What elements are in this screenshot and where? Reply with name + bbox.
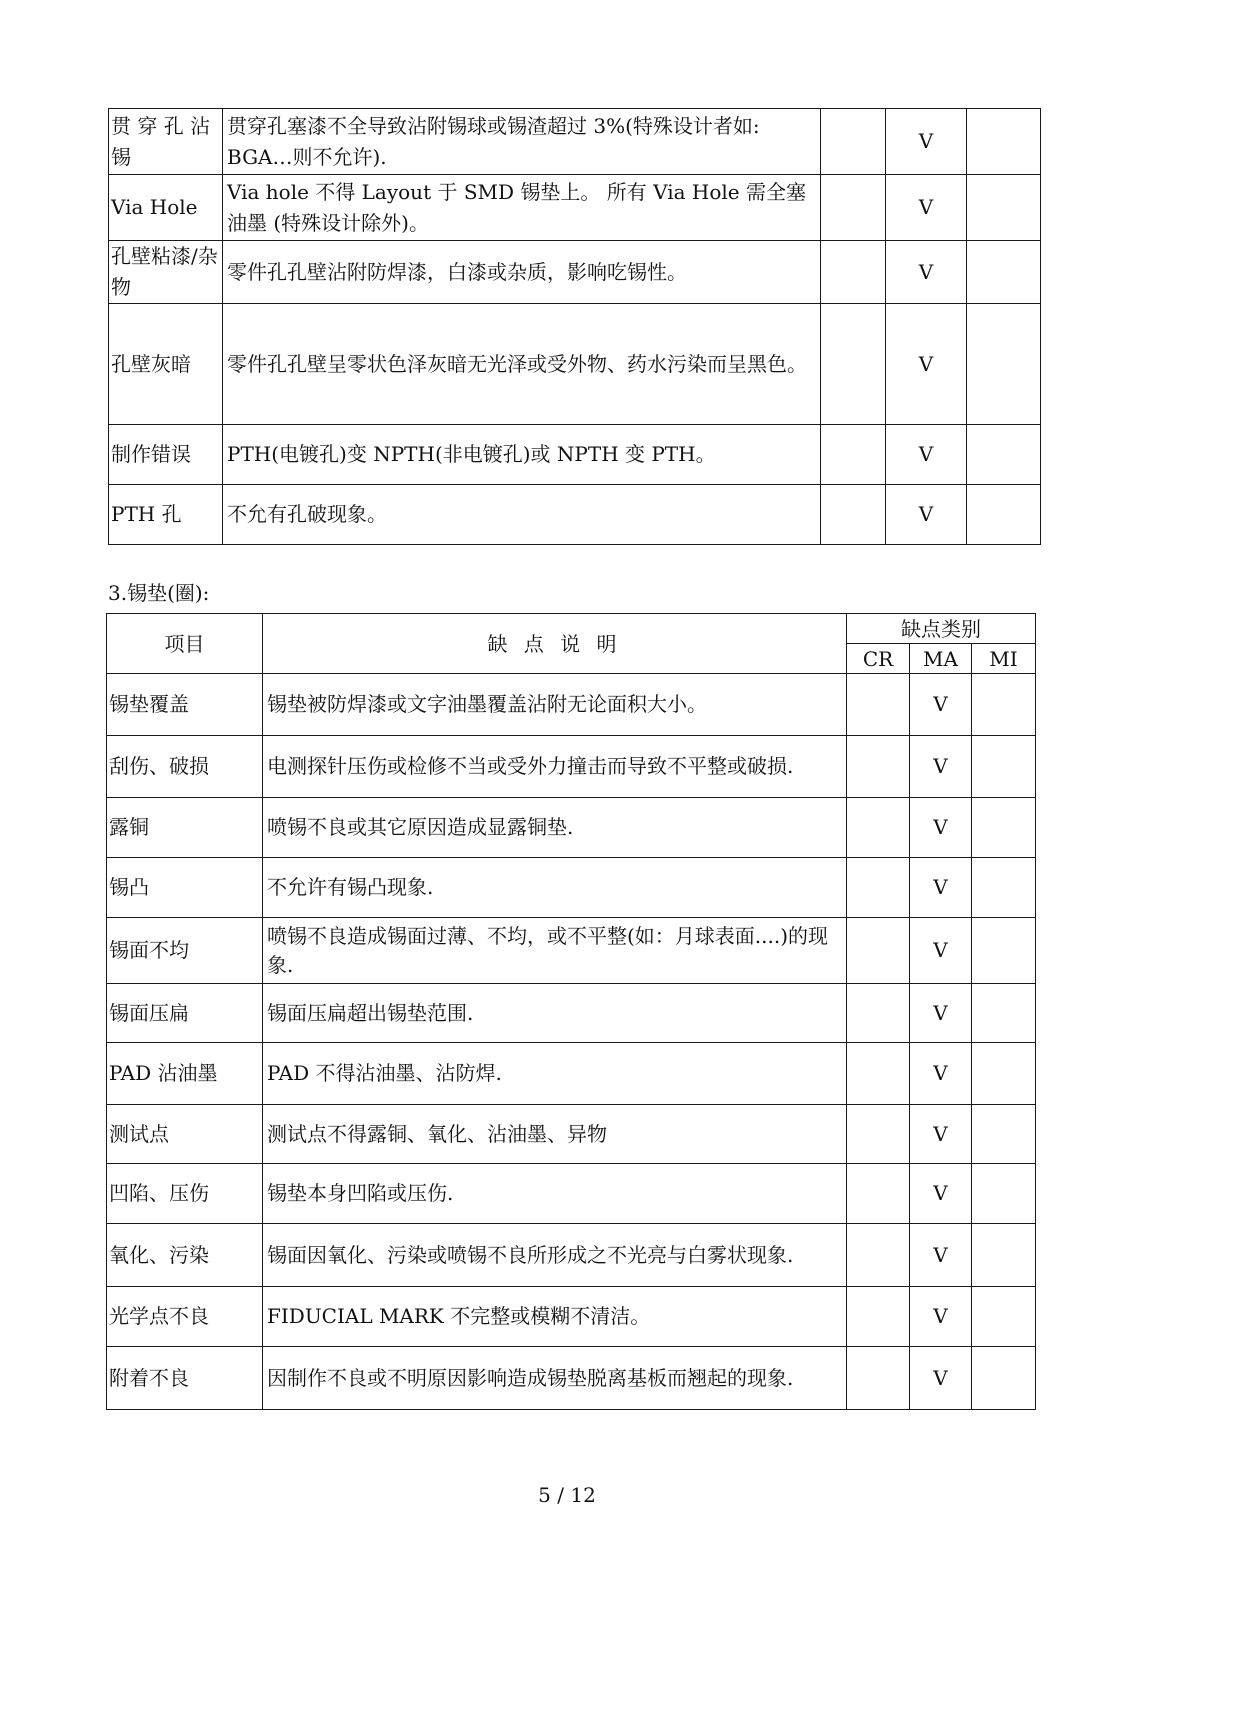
page-number: 5 / 12 xyxy=(538,1483,596,1507)
defect-item: 光学点不良 xyxy=(107,1287,263,1347)
table-row xyxy=(109,304,1041,425)
column-header-mi: MI xyxy=(972,644,1036,674)
cr-mark xyxy=(847,1105,910,1164)
ma-mark: V xyxy=(910,858,972,918)
ma-mark: V xyxy=(910,1287,972,1347)
cr-mark xyxy=(821,304,886,425)
mi-mark xyxy=(972,674,1036,736)
defect-table-holes xyxy=(108,108,1041,545)
defect-item: 附着不良 xyxy=(107,1347,263,1410)
defect-item: 凹陷、压伤 xyxy=(107,1164,263,1224)
defect-description: PTH(电镀孔)变 NPTH(非电镀孔)或 NPTH 变 PTH。 xyxy=(223,425,821,485)
mi-mark xyxy=(972,1224,1036,1287)
column-header-cr: CR xyxy=(847,644,910,674)
mi-mark xyxy=(967,425,1041,485)
cr-mark xyxy=(821,241,886,304)
defect-description: 喷锡不良造成锡面过薄、不均，或不平整(如：月球表面....)的现象. xyxy=(263,918,847,984)
mi-mark xyxy=(972,736,1036,798)
table-row xyxy=(107,674,1036,736)
mi-mark xyxy=(972,918,1036,984)
table-row xyxy=(109,109,1041,175)
defect-description: Via hole 不得 Layout 于 SMD 锡垫上。 所有 Via Hole 需全塞油墨 (特殊设计除外)。 xyxy=(223,175,821,241)
defect-item: PAD 沾油墨 xyxy=(107,1043,263,1105)
defect-description: 贯穿孔塞漆不全导致沾附锡球或锡渣超过 3%(特殊设计者如: BGA…则不允许). xyxy=(223,109,821,175)
defect-item: 锡面不均 xyxy=(107,918,263,984)
defect-item: 露铜 xyxy=(107,798,263,858)
defect-description: 零件孔孔壁沾附防焊漆，白漆或杂质，影响吃锡性。 xyxy=(223,241,821,304)
table-row xyxy=(109,485,1041,545)
defect-description: 锡垫被防焊漆或文字油墨覆盖沾附无论面积大小。 xyxy=(263,674,847,736)
cr-mark xyxy=(847,918,910,984)
cr-mark xyxy=(847,984,910,1043)
defect-description: 零件孔孔壁呈零状色泽灰暗无光泽或受外物、药水污染而呈黑色。 xyxy=(223,304,821,425)
column-header-description: 缺 点 说 明 xyxy=(263,614,847,674)
defect-description: 不允许有锡凸现象. xyxy=(263,858,847,918)
defect-item: 贯 穿 孔 沾 锡 xyxy=(109,109,223,175)
table-row xyxy=(109,241,1041,304)
defect-description: FIDUCIAL MARK 不完整或模糊不清洁。 xyxy=(263,1287,847,1347)
defect-description: 锡面压扁超出锡垫范围. xyxy=(263,984,847,1043)
mi-mark xyxy=(972,1164,1036,1224)
table-row xyxy=(107,1164,1036,1224)
defect-description: 锡面因氧化、污染或喷锡不良所形成之不光亮与白雾状现象. xyxy=(263,1224,847,1287)
defect-item: PTH 孔 xyxy=(109,485,223,545)
ma-mark: V xyxy=(886,175,967,241)
cr-mark xyxy=(847,858,910,918)
table-header-row xyxy=(107,614,1036,644)
defect-item: 孔壁粘漆/杂物 xyxy=(109,241,223,304)
table-row xyxy=(107,918,1036,984)
ma-mark: V xyxy=(886,241,967,304)
defect-description: 喷锡不良或其它原因造成显露铜垫. xyxy=(263,798,847,858)
table-row xyxy=(109,425,1041,485)
mi-mark xyxy=(967,485,1041,545)
cr-mark xyxy=(847,1347,910,1410)
mi-mark xyxy=(972,1287,1036,1347)
defect-item: 刮伤、破损 xyxy=(107,736,263,798)
table-row xyxy=(107,1105,1036,1164)
defect-description: 因制作不良或不明原因影响造成锡垫脱离基板而翘起的现象. xyxy=(263,1347,847,1410)
mi-mark xyxy=(967,241,1041,304)
cr-mark xyxy=(821,425,886,485)
mi-mark xyxy=(967,175,1041,241)
table-row xyxy=(107,736,1036,798)
cr-mark xyxy=(847,1043,910,1105)
table-row xyxy=(107,1347,1036,1410)
mi-mark xyxy=(972,1043,1036,1105)
ma-mark: V xyxy=(910,1164,972,1224)
column-header-ma: MA xyxy=(910,644,972,674)
cr-mark xyxy=(821,109,886,175)
cr-mark xyxy=(847,736,910,798)
cr-mark xyxy=(821,175,886,241)
ma-mark: V xyxy=(910,1105,972,1164)
ma-mark: V xyxy=(910,798,972,858)
ma-mark: V xyxy=(886,109,967,175)
mi-mark xyxy=(972,984,1036,1043)
defect-table-pads xyxy=(106,613,1036,1410)
table-row xyxy=(107,858,1036,918)
ma-mark: V xyxy=(910,1224,972,1287)
ma-mark: V xyxy=(910,1347,972,1410)
ma-mark: V xyxy=(910,984,972,1043)
table-row xyxy=(107,1224,1036,1287)
table-row xyxy=(109,175,1041,241)
ma-mark: V xyxy=(910,736,972,798)
section-heading: 3.锡垫(圈): xyxy=(108,581,210,605)
defect-item: 制作错误 xyxy=(109,425,223,485)
mi-mark xyxy=(972,858,1036,918)
mi-mark xyxy=(972,1347,1036,1410)
cr-mark xyxy=(847,1224,910,1287)
cr-mark xyxy=(847,798,910,858)
defect-item: 锡垫覆盖 xyxy=(107,674,263,736)
defect-description: 不允有孔破现象。 xyxy=(223,485,821,545)
ma-mark: V xyxy=(886,304,967,425)
mi-mark xyxy=(967,304,1041,425)
cr-mark xyxy=(821,485,886,545)
defect-item: 测试点 xyxy=(107,1105,263,1164)
defect-description: PAD 不得沾油墨、沾防焊. xyxy=(263,1043,847,1105)
defect-item: Via Hole xyxy=(109,175,223,241)
defect-description: 电测探针压伤或检修不当或受外力撞击而导致不平整或破损. xyxy=(263,736,847,798)
mi-mark xyxy=(967,109,1041,175)
ma-mark: V xyxy=(910,674,972,736)
defect-description: 锡垫本身凹陷或压伤. xyxy=(263,1164,847,1224)
ma-mark: V xyxy=(886,485,967,545)
defect-item: 锡凸 xyxy=(107,858,263,918)
column-header-item: 项目 xyxy=(107,614,263,674)
ma-mark: V xyxy=(910,1043,972,1105)
table-row xyxy=(107,798,1036,858)
mi-mark xyxy=(972,1105,1036,1164)
column-header-category: 缺点类别 xyxy=(847,614,1036,644)
ma-mark: V xyxy=(910,918,972,984)
defect-item: 氧化、污染 xyxy=(107,1224,263,1287)
ma-mark: V xyxy=(886,425,967,485)
cr-mark xyxy=(847,674,910,736)
defect-description: 测试点不得露铜、氧化、沾油墨、异物 xyxy=(263,1105,847,1164)
table-row xyxy=(107,1043,1036,1105)
mi-mark xyxy=(972,798,1036,858)
cr-mark xyxy=(847,1287,910,1347)
defect-item: 孔壁灰暗 xyxy=(109,304,223,425)
defect-item: 锡面压扁 xyxy=(107,984,263,1043)
cr-mark xyxy=(847,1164,910,1224)
table-row xyxy=(107,984,1036,1043)
table-row xyxy=(107,1287,1036,1347)
